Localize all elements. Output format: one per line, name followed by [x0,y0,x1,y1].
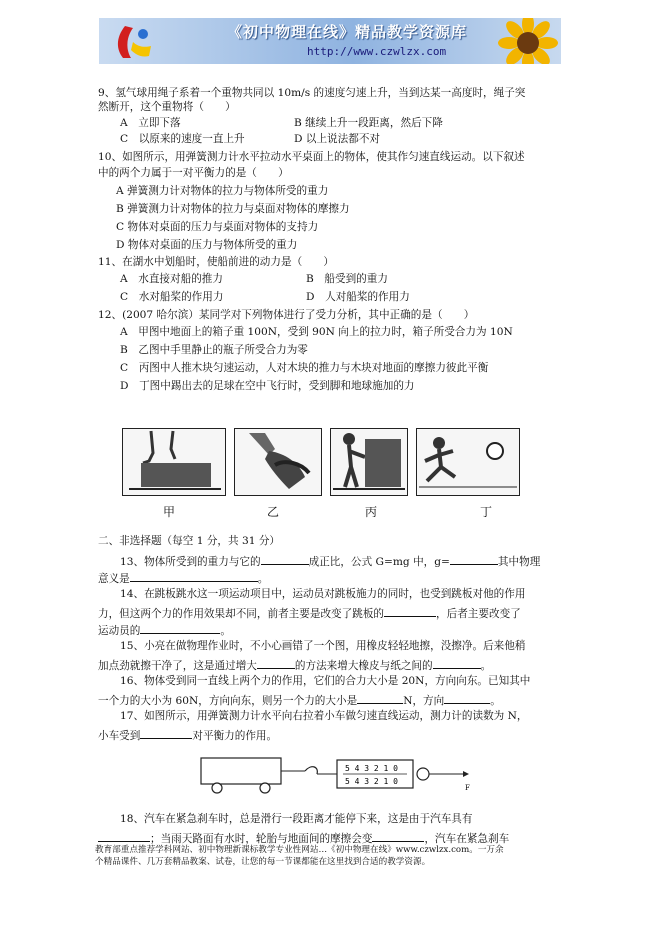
q13-text-1: 13、物体所受到的重力与它的 [120,556,261,568]
q10-stem-line1: 10、如图所示，用弹簧测力计水平拉动水平桌面上的物体，使其作匀速直线运动。以下叙述 [98,151,525,163]
q18-blank-2[interactable] [372,830,424,842]
q12-option-a: A 甲图中地面上的箱子重 100N，受到 90N 向上的拉力时，箱子所受合力为 10N [120,326,513,338]
label-bing: 丙 [365,505,378,519]
q12-option-b: B 乙图中手里静止的瓶子所受合力为零 [120,344,308,356]
q15-line1: 15、小亮在做物理作业时，不小心画错了一个图，用橡皮轻轻地擦，没擦净。后来他稍 [120,640,526,652]
q10-option-b: B 弹簧测力计对物体的拉力与桌面对物体的摩擦力 [116,203,350,215]
scale-pull-ring [417,768,429,780]
cart-wheel-right [260,783,270,793]
scale-readings-top: 5 4 3 2 1 0 [345,764,398,773]
force-arrow-head [463,771,469,777]
q17-text-2: 小车受到 [98,730,141,742]
banner-title: 《初中物理在线》精品教学资源库 [227,23,468,41]
scale-hook [305,767,317,774]
q13-text-2: 成正比，公式 G=mg 中，g= [308,556,450,568]
push-block-illustration-icon [331,429,407,495]
q9-option-a: A 立即下落 [120,117,181,129]
q14-text-4: 运动员的 [98,625,141,637]
q17-line1: 17、如图所示，用弹簧测力计水平向右拉着小车做匀速直线运动，测力计的读数为 N， [120,710,528,722]
q13-blank-1[interactable] [261,553,309,565]
label-yi: 乙 [267,505,280,519]
q14-line2 [98,605,521,621]
q14-text-5: 。 [220,625,231,637]
q11-stem: 11、在湖水中划船时，使船前进的动力是（ ） [98,256,334,268]
q13-blank-2[interactable] [450,553,498,565]
box-lift-illustration-icon [123,429,225,495]
banner-url[interactable]: http://www.czwlzx.com [307,45,447,58]
picture-yi [234,428,322,496]
label-ding: 丁 [480,505,493,519]
q16-text-3: N，方向 [403,695,445,707]
q13-line1 [120,553,540,569]
cart-wheel-left [212,783,222,793]
q16-blank-1[interactable] [357,692,403,704]
q15-blank-2[interactable] [433,657,481,669]
bottle-in-hand-illustration-icon [235,429,321,495]
q16-text-2: 一个力的大小为 60N，方向向东，则另一个力的大小是 [98,695,358,707]
q14-blank-1[interactable] [384,605,436,617]
cart-body [201,758,281,784]
q15-line2 [98,657,491,673]
q17-blank-1[interactable] [140,727,192,739]
scale-readings-bottom: 5 4 3 2 1 0 [345,777,398,786]
q9-stem-line2: 然断开，这个重物将（ ） [98,101,236,113]
q16-text-4: 。 [490,695,501,707]
q13-blank-3[interactable] [130,570,258,582]
q16-line2 [98,692,501,708]
q15-blank-1[interactable] [257,657,295,669]
q9-option-b: B 继续上升一段距离，然后下降 [294,117,443,129]
q11-option-d: D 人对船桨的作用力 [306,291,410,303]
q10-stem-line2: 中的两个力属于一对平衡力的是（ ） [98,167,289,179]
section2-title: 二、非选择题（每空 1 分，共 31 分） [98,535,281,547]
q10-option-a: A 弹簧测力计对物体的拉力与物体所受的重力 [116,185,329,197]
q15-text-3: 的方法来增大橡皮与纸之间的 [294,660,433,672]
q12-option-c: C 丙图中人推木块匀速运动，人对木块的推力与木块对地面的摩擦力彼此平衡 [120,362,489,374]
q12-option-d: D 丁图中踢出去的足球在空中飞行时，受到脚和地球施加的力 [120,380,415,392]
q18-blank-1[interactable] [98,830,150,842]
q17-text-3: 对平衡力的作用。 [192,730,278,742]
q9-option-c: C 以原来的速度一直上升 [120,133,245,145]
footer-line1: 教育部重点推荐学科网站、初中物理新课标教学专业性网站…《初中物理在线》www.czwlzx.com。一万余 [95,845,504,855]
force-label: F [465,784,470,792]
q18-line2 [98,830,509,846]
picture-ding [416,428,520,496]
q17-line2 [98,727,277,743]
q15-text-2: 加点劲就擦干净了，这是通过增大 [98,660,257,672]
q13-text-5: 。 [257,573,269,585]
q11-option-a: A 水直接对船的推力 [120,273,223,285]
cart-spring-scale-diagram [195,752,485,796]
q14-text-3: ，后者主要改变了 [436,608,521,620]
q14-line1: 14、在跳板跳水这一项运动项目中，运动员对跳板施力的同时，也受到跳板对他的作用 [120,588,526,600]
q18-text-1: 18、汽车在紧急刹车时，总是滑行一段距离才能停下来，这是由于汽车具有 [120,813,473,825]
q18-text-3: ，汽车在紧急刹车 [424,833,510,845]
q14-blank-2[interactable] [140,622,220,634]
q18-text-2: ；当雨天路面有水时，轮胎与地面间的摩擦会变 [150,833,373,845]
kick-ball-illustration-icon [417,429,519,495]
label-jia: 甲 [163,505,176,519]
footer-line2: 个精品课件、几万套精品教案、试卷，让您的每一节课都能在这里找到合适的教学资源。 [95,857,431,867]
q14-text-2: 力，但这两个力的作用效果却不同，前者主要是改变了跳板的 [98,608,385,620]
q11-option-c: C 水对船桨的作用力 [120,291,224,303]
q16-line1: 16、物体受到同一直线上两个力的作用，它们的合力大小是 20N，方向向东。已知其中 [120,675,531,687]
q15-text-4: 。 [480,660,492,672]
q12-stem: 12、(2007 哈尔滨）某同学对下列物体进行了受力分析，其中正确的是（ ） [98,309,475,321]
q13-text-4: 意义是 [98,573,130,585]
picture-jia [122,428,226,496]
q9-option-d: D 以上说法都不对 [294,133,381,145]
q10-option-d: D 物体对桌面的压力与物体所受的重力 [116,239,298,251]
sunflower-icon [497,18,559,64]
q14-line3 [98,622,231,638]
header-banner [99,18,561,64]
picture-bing [330,428,408,496]
q10-option-c: C 物体对桌面的压力与桌面对物体的支持力 [116,221,319,233]
site-logo-icon [103,22,163,62]
q13-line2 [98,570,268,586]
q18-line1 [120,813,472,826]
q16-blank-2[interactable] [444,692,490,704]
q11-option-b: B 船受到的重力 [306,273,388,285]
q9-stem-line1: 9、氢气球用绳子系着一个重物共同以 10m/s 的速度匀速上升，当到达某一高度时，绳子突 [98,87,526,99]
q13-text-3: 其中物理 [497,556,541,568]
